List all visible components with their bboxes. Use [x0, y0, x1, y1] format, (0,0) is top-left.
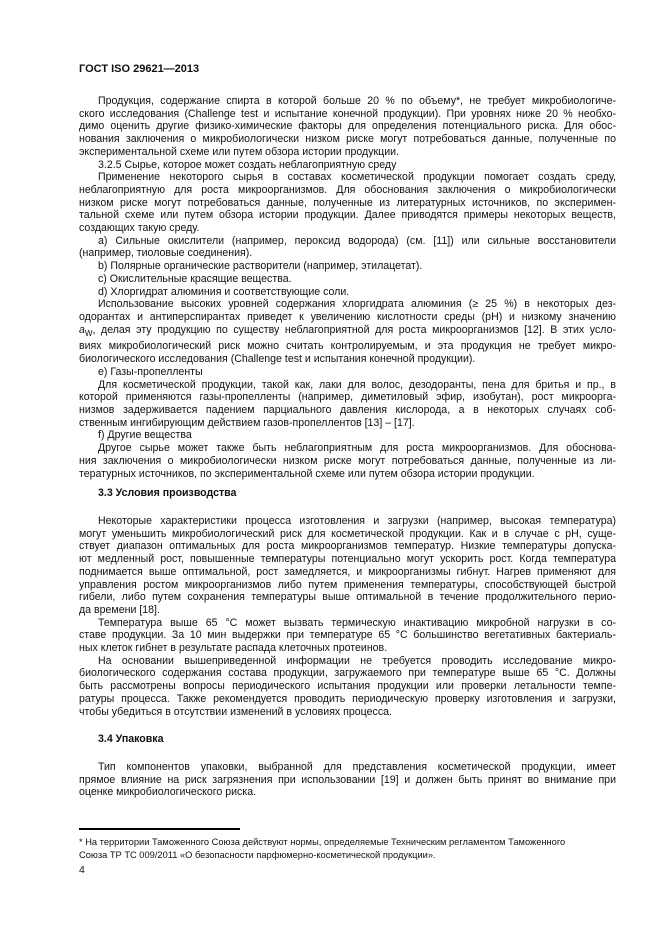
paragraph-line: да времени [18].: [79, 603, 160, 616]
paragraph-line: Применение некоторого сырья в составах косметической продукции помогает создать среду,: [98, 171, 616, 184]
paragraph-line: низком риске могут потребоваться данные, полученные из литературных источников, по эксперимен-: [79, 196, 616, 209]
body-block-c: [79, 761, 616, 799]
paragraph-line: биологического исследования (Challenge test и испытания конечной продукции).: [79, 353, 476, 366]
paragraph-line: виях микробиологический риск можно считать контролируемым, и эта продукция не требует микро-: [79, 340, 616, 353]
paragraph-line: На основании вышеприведенной информации не требуется проводить исследование микро-: [98, 654, 616, 667]
paragraph-line: ных клеток гибнет в результате распада клеточных протеинов.: [79, 642, 388, 655]
section-heading-3-3: 3.3 Условия производства: [98, 487, 237, 499]
paragraph-line: Тип компонентов упаковки, выбранной для представления косметической продукции, имеет: [98, 761, 616, 773]
paragraph-line: Для косметической продукции, такой как, лаки для волос, дезодоранты, пена для бритья и пр., в: [98, 378, 616, 391]
paragraph-line: (например, тиоловые соединения).: [79, 247, 253, 260]
paragraph-line: ют медленный рост, повышенные температуры потенциально могут ускорить рост. Когда температура: [79, 553, 616, 566]
paragraph-line: чтобы убедиться в отсутствии изменений в условиях процесса.: [79, 705, 392, 718]
paragraph-line: e) Газы-пропелленты: [98, 365, 203, 378]
body-block-b: [79, 515, 616, 718]
footnote-line: Союза ТР ТС 009/2011 «О безопасности парфюмерно-косметической продукции».: [79, 850, 436, 861]
paragraph-line: могут уменьшить микробиологический риск для косметической продукции. Как и в случае с pH, суще-: [79, 527, 616, 540]
paragraph-line: ственным ингибирующим действием газов-пропеллентов [13] – [17].: [79, 416, 415, 429]
paragraph-line: которой применяются газы-пропелленты (например, диметиловый эфир, изобутан), рост микроорга-: [79, 391, 616, 404]
footnote: [79, 836, 616, 863]
paragraph-line: Другое сырье может также быть неблагоприятным для роста микроорганизмов. Для обоснова-: [98, 442, 616, 455]
paragraph-line: ского исследования (Challenge test и испытание конечной продукции). При уровнях ниже 20 % необхо-: [79, 107, 616, 120]
footnote-separator: [79, 828, 240, 830]
paragraph-line: Температура выше 65 °C может вызвать термическую инактивацию микробной нагрузки в со-: [98, 616, 616, 629]
page-number: 4: [79, 864, 85, 876]
paragraph-line: Продукция, содержание спирта в которой больше 20 % по объему*, не требует микробиологиче-: [98, 95, 616, 107]
paragraph-line: тальной схеме или путем обзора истории продукции. Далее приводятся примеры некоторых веществ,: [79, 209, 616, 222]
paragraph-line: $a_W$, делая эту продукцию по существу неблагоприятной для роста микроорганизмов [12]. В этих усло-: [79, 323, 616, 338]
paragraph-line: a) Сильные окислители (например, пероксид водорода) (см. [11]) или сильные восстановители: [98, 234, 616, 247]
document-header: ГОСТ ISO 29621—2013: [79, 63, 200, 75]
paragraph-line: ствует диапазон оптимальных для роста микроорганизмов температур. Низкие температуры допуска-: [79, 540, 616, 553]
paragraph-line: f) Другие вещества: [98, 429, 192, 442]
paragraph-line: Использование высоких уровней содержания хлоргидрата алюминия (≥ 25 %) в некоторых дез-: [98, 298, 616, 311]
paragraph-line: Некоторые характеристики процесса изготовления и загрузки (например, высокая температура): [98, 515, 616, 527]
paragraph-line: оценке микробиологического риска.: [79, 786, 257, 799]
paragraph-line: тературных источников, по экспериментальной схеме или путем обзора истории продукции.: [79, 467, 535, 480]
paragraph-line: управления ростом микроорганизмов либо путем применения температуры, способствующей быстрой: [79, 578, 616, 591]
paragraph-line: ратуры процесса. Также рекомендуется проводить периодическую проверку изготовления и загрузки,: [79, 692, 616, 705]
paragraph-line: прямое влияние на риск загрязнения при использовании [19] и должен быть принят во внимание при: [79, 773, 616, 786]
paragraph-line: нования заключения о микробиологически низком риске могут потребоваться данные, полученные по: [79, 133, 616, 146]
paragraph-line: быть рассмотрены вопросы периодического испытания продукции или проверки летальности темпе-: [79, 680, 616, 693]
paragraph-line: неблагоприятную для роста микроорганизмов. Для обоснования заключения о микробиологически: [79, 183, 616, 196]
paragraph-line: одорантах и антиперспирантах приведет к увеличению кислотности среды (pH) и низкому значению: [79, 310, 616, 323]
paragraph-line: c) Окислительные красящие вещества.: [98, 272, 292, 285]
body-block-a: [79, 95, 616, 480]
paragraph-line: создающих такую среду.: [79, 222, 200, 235]
paragraph-line: поднимается выше оптимальной, рост замедляется, и микроорганизмы гибнут. Нагрев применяют для: [79, 565, 616, 578]
paragraph-line: d) Хлоргидрат алюминия и соответствующие соли.: [98, 285, 350, 298]
footnote-line: * На территории Таможенного Союза действуют нормы, определяемые Техническим регламентом Таможенного: [79, 837, 566, 847]
paragraph-line: экспериментальной схеме или путем обзора истории продукции.: [79, 145, 400, 158]
paragraph-line: 3.2.5 Сырье, которое может создать неблагоприятную среду: [98, 158, 397, 171]
paragraph-line: димо оценить другие физико-химические факторы для определения потенциального риска. Для обос-: [79, 120, 616, 133]
paragraph-line: биологического содержания состава продукции, загружаемого при температуре выше 65 °C. Должны: [79, 667, 616, 680]
paragraph-line: гибели, либо путем сохранения температуры выше оптимальной в течение продолжительного перио-: [79, 591, 616, 604]
paragraph-line: ставе продукции. За 10 мин выдержки при температуре 65 °C большинство вегетативных бактериаль-: [79, 629, 616, 642]
paragraph-line: низмов задерживается падением парциального давления кислорода, а в некоторых случаях соб-: [79, 403, 616, 416]
paragraph-line: ния заключения о микробиологически низком риске могут потребоваться данные, полученные из ли-: [79, 454, 616, 467]
paragraph-line: b) Полярные органические растворители (например, этилацетат).: [98, 260, 423, 273]
section-heading-3-4: 3.4 Упаковка: [98, 733, 164, 745]
